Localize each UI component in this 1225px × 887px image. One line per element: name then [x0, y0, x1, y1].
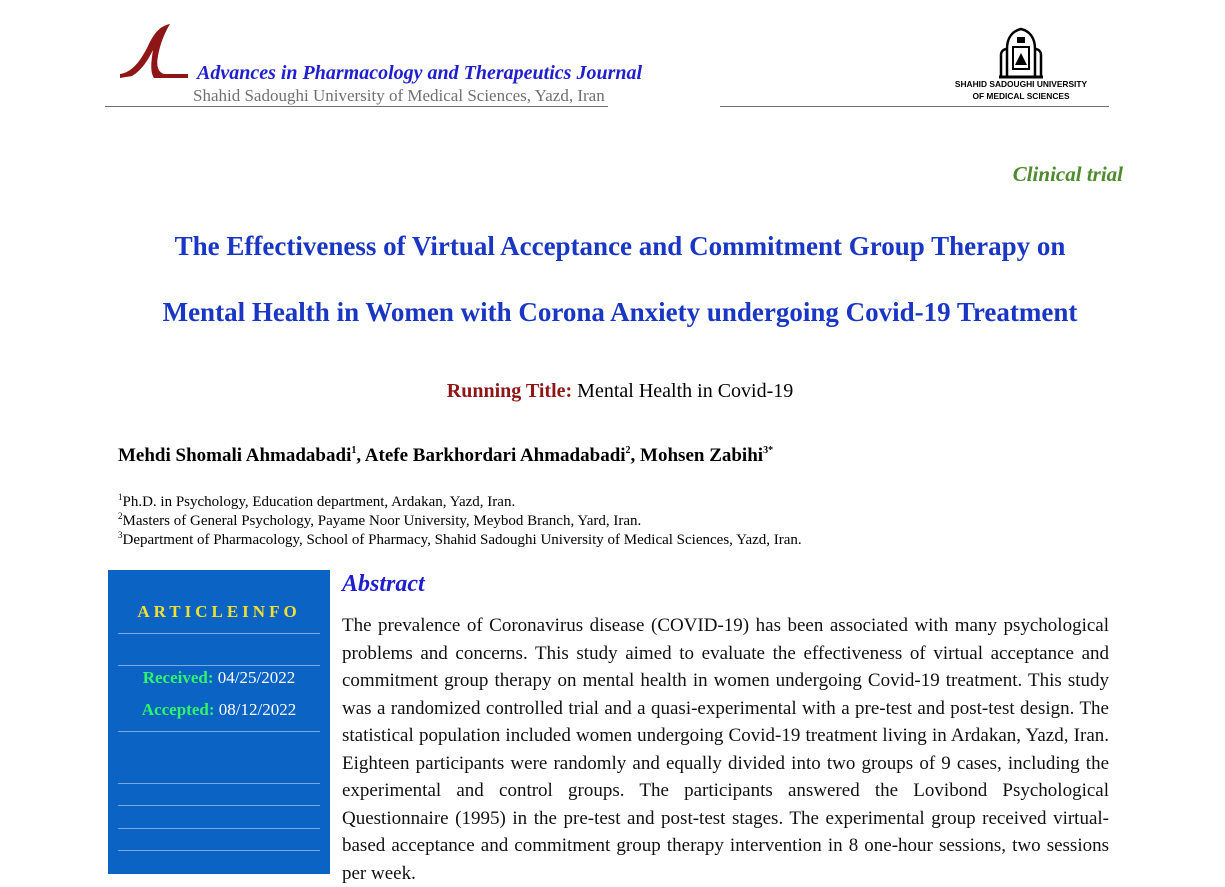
author-affiliation-mark: 1	[351, 445, 357, 456]
accepted-row	[108, 700, 330, 720]
university-name	[940, 78, 1102, 102]
info-divider	[118, 665, 320, 666]
author-name: Mohsen Zabihi	[640, 445, 764, 466]
author-separator: ,	[356, 445, 365, 466]
journal-logo	[118, 22, 190, 80]
author-separator: ,	[630, 445, 641, 466]
accepted-label: Accepted:	[141, 700, 215, 719]
received-row	[108, 668, 330, 688]
info-divider	[118, 805, 320, 806]
article-info-panel	[108, 570, 330, 874]
running-title-label: Running Title:	[446, 380, 573, 402]
affiliation-item	[118, 494, 515, 511]
affiliation-item	[118, 513, 641, 530]
article-info-heading: ARTICLEINFO	[137, 602, 301, 621]
info-divider	[118, 731, 320, 732]
affiliation-item	[118, 532, 802, 549]
author-affiliation-mark: 2	[625, 445, 631, 456]
info-divider	[118, 783, 320, 784]
received-colon: :	[207, 668, 214, 687]
affiliation-number: 1	[118, 492, 123, 502]
affiliation-number: 2	[118, 511, 123, 521]
journal-subtitle: Shahid Sadoughi University of Medical Sciences, Yazd, Iran	[193, 86, 605, 105]
author-affiliation-mark: 3*	[763, 445, 774, 456]
paper-title-line2: Mental Health in Women with Corona Anxiety undergoing Covid-19 Treatment	[162, 297, 1078, 327]
accepted-date: 08/12/2022	[218, 700, 297, 719]
university-logo	[993, 25, 1049, 81]
article-type: Clinical trial	[1012, 162, 1123, 186]
author-name: Mehdi Shomali Ahmadabadi	[118, 445, 352, 466]
affiliation-text: Masters of General Psychology, Payame Noor University, Meybod Branch, Yard, Iran.	[122, 513, 642, 529]
header-divider	[105, 106, 1109, 107]
affiliation-number: 3	[118, 530, 123, 540]
author-list	[118, 445, 773, 467]
affiliation-text: Ph.D. in Psychology, Education department, Ardakan, Yazd, Iran.	[122, 494, 516, 510]
header-divider-gap	[608, 103, 720, 109]
paper-title-line1: The Effectiveness of Virtual Acceptance and Commitment Group Therapy on	[174, 231, 1066, 261]
journal-title: Advances in Pharmacology and Therapeutics Journal	[197, 62, 643, 84]
author-name: Atefe Barkhordari Ahmadabadi	[364, 445, 626, 466]
info-divider	[118, 850, 320, 851]
university-name-line1: SHAHID SADOUGHI UNIVERSITY	[954, 79, 1088, 89]
abstract-heading: Abstract	[342, 571, 425, 597]
received-date: 04/25/2022	[217, 668, 296, 687]
abstract-text: The prevalence of Coronavirus disease (COVID-19) has been associated with many psychological problems and concerns. This study aimed to evaluate the effectiveness of virtual acceptance and commitment group therapy on mental health in women undergoing Covid-19 treatment. This study was a randomized controlled trial and a quasi-experimental with a pre-test and post-test design. The statistical population included women undergoing Covid-19 treatment living in Ardakan, Yazd, Iran. Eighteen participants were randomly and equally divided into two groups of 9 cases, including the experimental and control groups. The participants answered the Lovibond Psychological Questionnaire (1995) in the pre-test and post-test stages. The experimental group received virtual-based acceptance and commitment group therapy intervention in 8 one-hour sessions, two sessions per week.	[342, 615, 1109, 884]
university-name-line2: OF MEDICAL SCIENCES	[972, 91, 1070, 101]
affiliation-text: Department of Pharmacology, School of Pharmacy, Shahid Sadoughi University of Medical Sciences, Yazd, Iran.	[122, 532, 802, 548]
running-title	[0, 380, 1225, 403]
running-title-value: Mental Health in Covid-19	[577, 380, 794, 402]
info-divider	[118, 828, 320, 829]
received-label: Received	[142, 668, 208, 687]
info-divider	[118, 633, 320, 634]
